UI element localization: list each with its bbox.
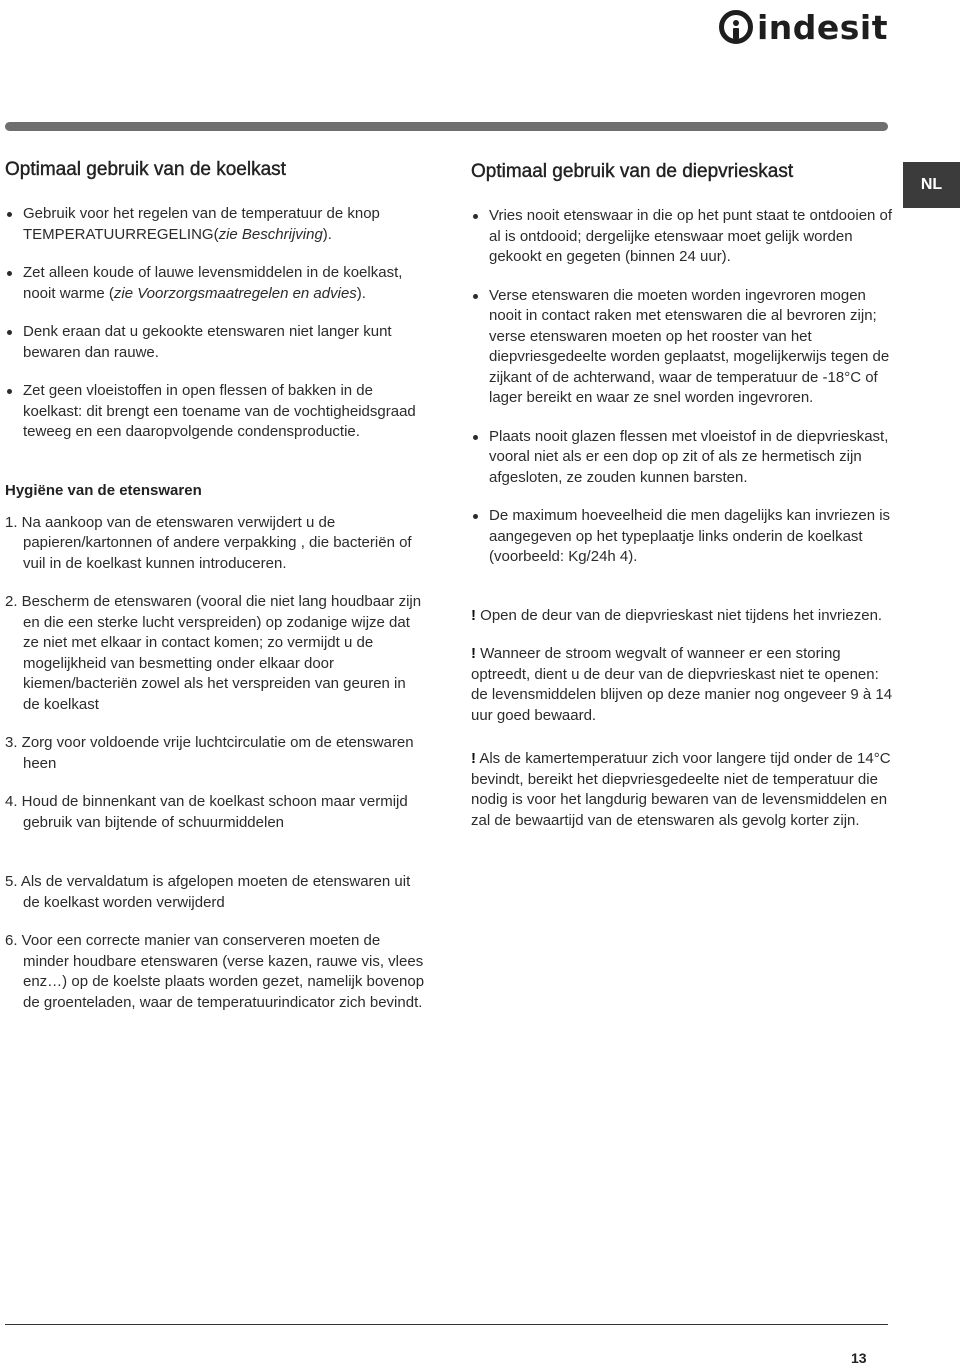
list-item: 2. Bescherm de etenswaren (vooral die niet lang houdbaar zijn en die een sterke lucht verspreiden) op zodanige wijze dat ze niet met elkaar in contact komen; zo vermijdt u de mogelijkheid van besmetting onder elkaar door kiemen/bacteriën zowel als het verspreiden van geuren in de koelkast — [5, 593, 422, 713]
list-item: Denk eraan dat u gekookte etenswaren niet langer kunt bewaren dan rauwe. — [5, 322, 425, 363]
warning-note: ! Wanneer de stroom wegvalt of wanneer er een storing optreedt, dient u de deur van de diepvrieskast niet te openen: de levensmiddelen blijven op deze manier nog ongeveer 9 à 14 uur goed bewaard. — [471, 645, 893, 724]
freezer-heading: Optimaal gebruik van de diepvrieskast — [471, 161, 794, 182]
hygiene-subheading: Hygiëne van de etenswaren — [5, 481, 202, 499]
warning-icon: ! — [471, 645, 476, 662]
hygiene-list — [5, 513, 425, 1014]
warning-note: ! Als de kamertemperatuur zich voor langere tijd onder de 14°C bevindt, bereikt het diepvriesgedeelte niet de temperatuur die nodig is voor het langdurig bewaren van de levensmiddelen en zal de bewaartijd van de etenswaren als gevolg korter zijn. — [471, 750, 891, 829]
brand-logo-mark — [719, 10, 753, 44]
page-number: 13 — [851, 1350, 867, 1366]
list-item: Zet alleen koude of lauwe levensmiddelen in de koelkast, nooit warme (zie Voorzorgsmaatregelen en advies). — [5, 263, 425, 304]
right-column — [471, 160, 896, 831]
freezer-warnings — [471, 606, 896, 832]
list-item: Zet geen vloeistoffen in open flessen of bakken in de koelkast: dit brengt een toename van de vochtigheidsgraad teweeg en een daaropvolgende condensproductie. — [5, 381, 425, 443]
list-item: 1. Na aankoop van de etenswaren verwijdert u de papieren/kartonnen of andere verpakking , die bacteriën of vuil in de koelkast kunnen introduceren. — [5, 513, 412, 572]
warning-note: ! Open de deur van de diepvrieskast niet tijdens het invriezen. — [471, 606, 883, 624]
language-tab: NL — [903, 162, 960, 208]
freezer-bullet-list — [471, 206, 896, 568]
list-item: 5. Als de vervaldatum is afgelopen moeten de etenswaren uit de koelkast worden verwijderd — [5, 873, 411, 911]
footer-rule — [5, 1324, 888, 1325]
header-rule — [5, 122, 888, 131]
fridge-bullet-list — [5, 204, 425, 443]
list-item: Vries nooit etenswaar in die op het punt staat te ontdooien of al is ontdooid; dergelijke etenswaar moet gelijk worden gekookt en gegeten (binnen 24 uur). — [471, 206, 896, 268]
list-item: 4. Houd de binnenkant van de koelkast schoon maar vermijd gebruik van bijtende of schuurmiddelen — [5, 793, 408, 831]
list-item: 3. Zorg voor voldoende vrije luchtcirculatie om de etenswaren heen — [5, 734, 414, 772]
list-item: 6. Voor een correcte manier van conserveren moeten de minder houdbare etenswaren (verse kazen, rauwe vis, vlees enz…) op de koelste plaats worden gezet, namelijk bovenop de groenteladen, waar de temperatuurindicator zich bevindt. — [5, 932, 425, 1011]
fridge-heading: Optimaal gebruik van de koelkast — [5, 159, 286, 180]
list-item: Gebruik voor het regelen van de temperatuur de knop TEMPERATUURREGELING(zie Beschrijving). — [5, 204, 425, 245]
list-item: Plaats nooit glazen flessen met vloeistof in de diepvrieskast, vooral niet als er een dop op zit of als ze hermetisch zijn afgesloten, ze zouden kunnen barsten. — [471, 427, 896, 489]
brand-name: indesit — [756, 7, 888, 47]
list-item: De maximum hoeveelheid die men dagelijks kan invriezen is aangegeven op het typeplaatje links onderin de koelkast (voorbeeld: Kg/24h 4). — [471, 506, 896, 568]
warning-icon: ! — [471, 606, 476, 624]
brand-logo — [719, 4, 888, 50]
warning-icon: ! — [471, 750, 476, 767]
left-column — [5, 158, 425, 1013]
list-item: Verse etenswaren die moeten worden ingevroren mogen nooit in contact raken met etenswaren die al bevroren zijn; verse etenswaren moeten op het rooster van het diepvriesgedeelte worden geplaatst, mogelijkerwijs tegen de zijkant of de achterwand, waar de temperatuur de -18°C of lager bereikt en waar ze snel worden ingevroren. — [471, 286, 896, 409]
